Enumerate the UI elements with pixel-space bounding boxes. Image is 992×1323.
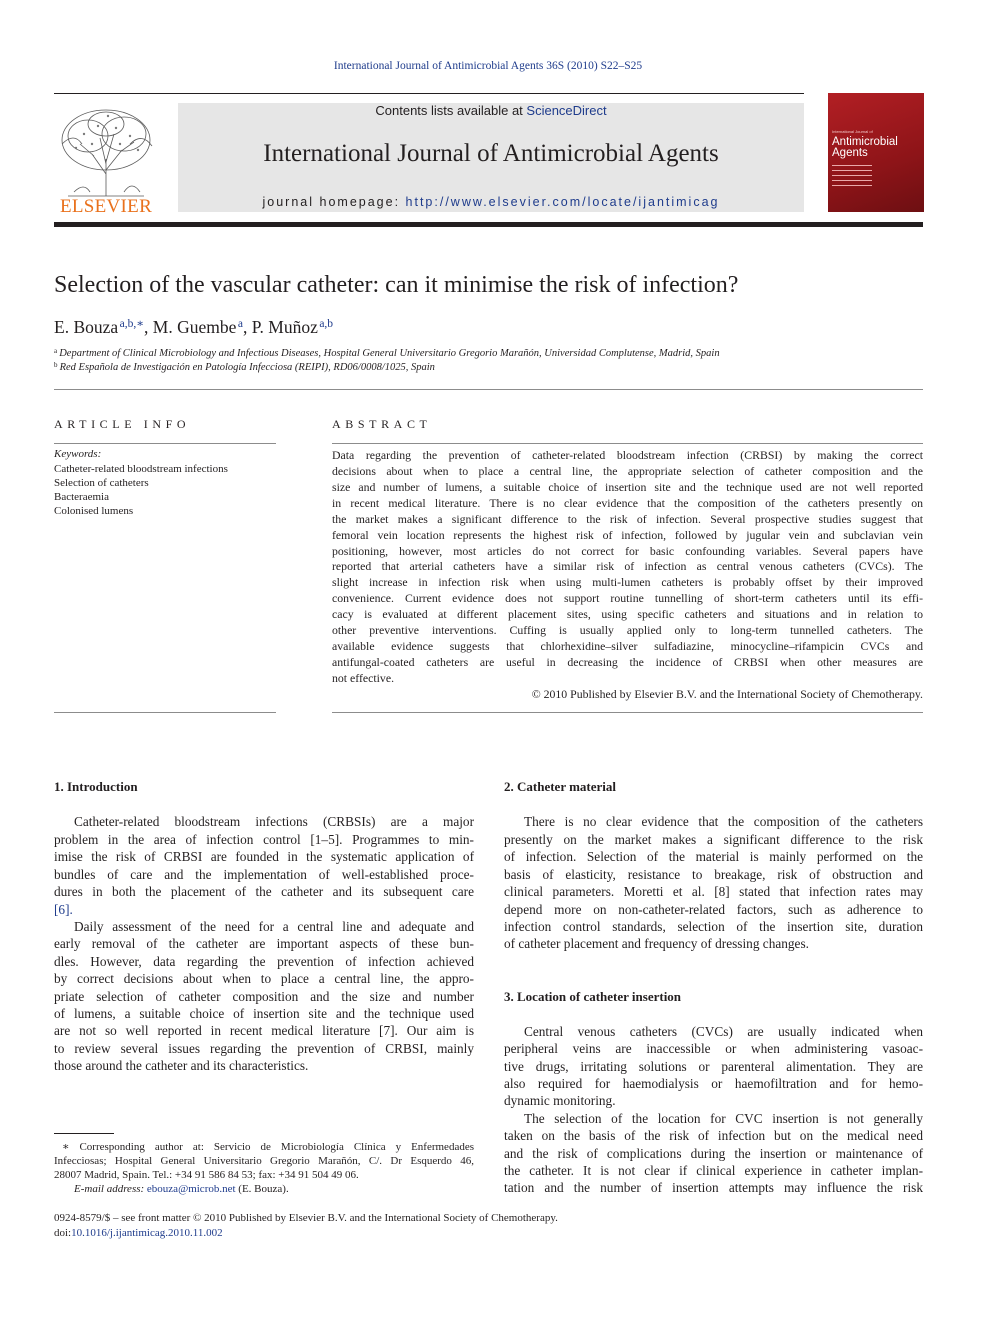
author-affil-sup[interactable]: a <box>237 318 243 330</box>
abstract-copyright: © 2010 Published by Elsevier B.V. and the International Society of Chemotherapy. <box>531 687 923 701</box>
body-line: of infection. Selection of the material is mainly performed on the <box>504 849 923 864</box>
cover-title-line2: Agents <box>832 147 868 159</box>
running-head[interactable]: International Journal of Antimicrobial Agents 36S (2010) S22–S25 <box>333 60 643 72</box>
cover-title-line1: Antimicrobial <box>832 136 898 148</box>
body-line: presently on the market makes a significant difference to the risk <box>504 832 923 847</box>
header-rule <box>54 93 804 94</box>
body-line: dles. However, data regarding the prevention of infection achieved <box>54 954 474 969</box>
abstract-line: not effective. <box>332 671 395 685</box>
footnote-line: ∗ Corresponding author at: Servicio de Microbiología Clínica y Enfermedades <box>62 1141 474 1153</box>
section-heading-location: 3. Location of catheter insertion <box>504 989 682 1004</box>
body-line: depend more on non-catheter-related factors, such as adherence to <box>504 902 923 917</box>
email-link[interactable]: ebouza@microb.net <box>146 1183 236 1195</box>
keyword: Colonised lumens <box>54 505 134 517</box>
abstract-heading: ABSTRACT <box>332 417 432 431</box>
body-line: imise the risk of CRBSI are founded in the systematic application of <box>54 849 474 864</box>
body-line: Catheter-related bloodstream infections (CRBSIs) are a major <box>74 814 474 829</box>
abstract-line: the market makes a significant difference to the risk of infection. Several prospective studies suggest that <box>332 512 923 526</box>
email-suffix: (E. Bouza). <box>235 1183 289 1195</box>
article-info-bottom-rule <box>54 712 276 713</box>
body-line: problem in the area of infection control [1–5]. Programmes to min- <box>54 832 474 847</box>
body-line: tation and the number of insertion attempts may influence the risk <box>504 1180 923 1195</box>
abstract-line: available evidence suggests that chlorhexidine–silver sulfadiazine, minocycline–rifampicin CVCs and <box>332 639 923 653</box>
homepage-label: journal homepage: <box>262 195 406 209</box>
abstract-line: slight increase in infection risk when using multi-lumen catheters is probably offset by their improved <box>332 575 923 589</box>
section-heading-introduction: 1. Introduction <box>54 779 138 794</box>
abstract-line: decisions about when to place a central line, the appropriate selection of catheter composition and the <box>332 464 923 478</box>
body-line: by correct decisions about when to place a central line, the appro- <box>54 971 474 986</box>
journal-homepage <box>178 195 804 209</box>
abstract-line: positioning, however, most articles do not correct for basic confounding variables. Several papers have <box>332 544 923 558</box>
body-line: peripheral veins are inaccessible or when administering vasoac- <box>504 1041 923 1056</box>
body-line: and the risk of complications during the insertion or maintenance of <box>504 1146 923 1161</box>
author-name[interactable]: M. Guembe <box>152 317 237 337</box>
abstract-line: reported that arterial catheters have a similar risk of infection as central venous catheters (CVCs). The <box>332 559 923 573</box>
author-affil-sup[interactable]: a,b <box>319 318 334 330</box>
abstract-line: antifungal-coated catheters are useful in decreasing the incidence of CRBSI when other measures are <box>332 655 923 669</box>
author-name[interactable]: P. Muñoz <box>251 317 318 337</box>
keyword: Bacteraemia <box>54 491 109 503</box>
journal-cover-thumbnail <box>828 93 924 212</box>
abstract-bottom-rule <box>332 712 923 713</box>
contents-available-line <box>178 103 804 118</box>
doi-line <box>54 1227 223 1239</box>
affiliation-text: Red Española de Investigación en Patología Infecciosa (REIPI), RD06/0008/1025, Spain <box>59 362 435 373</box>
elsevier-wordmark: ELSEVIER <box>59 196 153 217</box>
cover-small-text: International Journal of <box>832 129 873 134</box>
homepage-link[interactable]: http://www.elsevier.com/locate/ijantimicag <box>405 195 720 209</box>
abstract-line: Data regarding the prevention of catheter-related bloodstream infection (CRBSI) by making the correct <box>332 448 923 462</box>
body-line: also required for haemodialysis or haemofiltration and for hemo- <box>504 1076 923 1091</box>
body-line: dures in both the placement of the catheter and its subsequent care <box>54 884 474 899</box>
abstract-line: convenience. Current evidence does not support routine tunnelling of short-term catheters until its effi- <box>332 591 923 605</box>
cover-text-lines <box>832 165 872 190</box>
abstract-line: size and number of lumens, a suitable choice of insertion site and the technique used are not well reported <box>332 480 923 494</box>
footnote-rule <box>54 1133 114 1134</box>
footnote-email-line <box>54 1182 474 1196</box>
body-line: taken on the basis of the risk of infection but on the medical need <box>504 1128 923 1143</box>
paper-title: Selection of the vascular catheter: can it minimise the risk of infection? <box>54 272 739 298</box>
keywords-label: Keywords: <box>54 448 102 460</box>
body-line: of lumens, a suitable choice of insertion site and the technique used <box>54 1006 474 1021</box>
body-line: tive drugs, irritating solutions or parenteral alimentation. They are <box>504 1059 923 1074</box>
article-info-heading: ARTICLE INFO <box>54 417 191 431</box>
affiliation <box>54 347 720 359</box>
footnote-line: 28007 Madrid, Spain. Tel.: +34 91 586 84 53; fax: +34 91 504 49 06. <box>54 1169 359 1181</box>
affiliation <box>54 361 435 373</box>
cover-title <box>832 137 898 159</box>
email-label: E-mail address: <box>74 1183 147 1195</box>
article-info-rule <box>54 443 276 444</box>
body-line: are not so well reported in recent medical literature [7]. Our aim is <box>54 1023 474 1038</box>
author-list: E. Bouza $^{a,b,∗}$, M. Guembe $^a$, P. Muñoz $^{a,b}$ <box>54 317 334 337</box>
abstract-line: other preventive interventions. Cuffing is usually applied only to long-term tunnelled catheters. The <box>332 623 923 637</box>
doi-label: doi: <box>54 1227 72 1239</box>
affiliation-sup: b <box>54 361 58 369</box>
body-line: bundles of care and the implementation of well-established proce- <box>54 867 474 882</box>
issn-front-matter: 0924-8579/$ – see front matter © 2010 Published by Elsevier B.V. and the International Society of Chemotherapy. <box>54 1212 558 1224</box>
body-line: the catheter. It is not clear if clinical experience in catheter implan- <box>504 1163 923 1178</box>
keyword: Selection of catheters <box>54 477 149 489</box>
body-line: infection control standards, selection of the insertion site, duration <box>504 919 923 934</box>
sciencedirect-link[interactable]: ScienceDirect <box>526 103 607 118</box>
doi-link[interactable]: 10.1016/j.ijantimicag.2010.11.002 <box>71 1227 223 1239</box>
contents-prefix: Contents lists available at <box>375 103 527 118</box>
abstract-line: in recent medical literature. There is no clear evidence that the composition of the catheters presently on <box>332 496 923 510</box>
footnote-line: Infecciosas; Hospital General Universitario Gregorio Marañón, C/. Dr Esquerdo 46, <box>54 1155 474 1167</box>
header-thick-rule <box>54 222 923 227</box>
body-line: basis of elasticity, resistance to breakage, risk of obstruction and <box>504 867 923 882</box>
affiliation-text: Department of Clinical Microbiology and Infectious Diseases, Hospital General Universitario Gregorio Marañón, Universidad Complutense, Madrid, Spain <box>59 348 720 359</box>
body-line: those around the catheter and its characteristics. <box>54 1058 309 1073</box>
body-line: Central venous catheters (CVCs) are usually indicated when <box>524 1024 923 1039</box>
body-line: There is no clear evidence that the composition of the catheters <box>524 814 923 829</box>
author-name[interactable]: E. Bouza <box>54 317 119 337</box>
body-line: of catheter placement and frequency of dressing changes. <box>504 936 809 951</box>
body-line: to review several issues regarding the prevention of CRBSI, mainly <box>54 1041 474 1056</box>
abstract-rule <box>332 443 923 444</box>
citation-link[interactable]: [6]. <box>54 902 73 917</box>
body-line: dynamic monitoring. <box>504 1093 616 1108</box>
body-line: Daily assessment of the need for a central line and adequate and <box>74 919 474 934</box>
abstract-line: femoral vein location represents the highest risk of infection, followed by jugular vein and subclavian vein <box>332 528 923 542</box>
journal-title: International Journal of Antimicrobial Agents <box>263 140 719 167</box>
body-line: The selection of the location for CVC insertion is not generally <box>524 1111 923 1126</box>
abstract-line: cacy is evaluated at different placement sites, using specific catheters and situations and in relation to <box>332 607 923 621</box>
author-affil-sup[interactable]: a,b,∗ <box>119 318 145 330</box>
section-heading-catheter-material: 2. Catheter material <box>504 779 617 794</box>
affiliation-sup: a <box>54 347 58 355</box>
keyword: Catheter-related bloodstream infections <box>54 463 228 475</box>
body-line: priate selection of catheter composition and the size and number <box>54 989 474 1004</box>
body-line: clinical parameters. Moretti et al. [8] stated that infection rates may <box>504 884 923 899</box>
body-line: early removal of the catheter are important aspects of these bun- <box>54 936 474 951</box>
title-block-rule <box>54 389 923 390</box>
